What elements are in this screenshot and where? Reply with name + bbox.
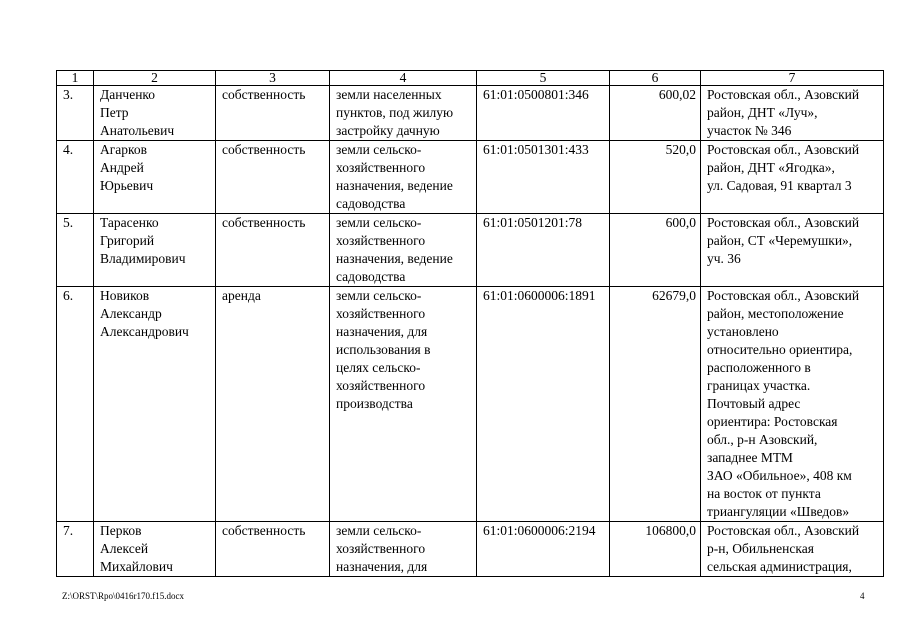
owner-name: Тарасенко Григорий Владимирович (94, 214, 216, 287)
land-category: земли сельско- хозяйственного назначения, ведение садоводства (330, 141, 477, 214)
owner-name: Данченко Петр Анатольевич (94, 86, 216, 141)
row-number: 6. (57, 287, 94, 522)
column-header: 6 (610, 71, 701, 86)
cadastral-number: 61:01:0600006:1891 (477, 287, 610, 522)
address: Ростовская обл., Азовский р-н, Обильненская сельская администрация, (701, 522, 884, 577)
table-row (57, 214, 884, 287)
cadastral-number: 61:01:0600006:2194 (477, 522, 610, 577)
table-header-row (57, 71, 884, 86)
area-value: 600,02 (610, 86, 701, 141)
right-type: собственность (216, 214, 330, 287)
column-header: 3 (216, 71, 330, 86)
cadastral-number: 61:01:0501201:78 (477, 214, 610, 287)
column-header: 4 (330, 71, 477, 86)
area-value: 62679,0 (610, 287, 701, 522)
land-category: земли населенных пунктов, под жилую застройку дачную (330, 86, 477, 141)
right-type: собственность (216, 522, 330, 577)
column-header: 7 (701, 71, 884, 86)
area-value: 600,0 (610, 214, 701, 287)
address: Ростовская обл., Азовский район, СТ «Черемушки», уч. 36 (701, 214, 884, 287)
page-number: 4 (860, 591, 865, 601)
owner-name: Новиков Александр Александрович (94, 287, 216, 522)
column-header: 2 (94, 71, 216, 86)
cadastral-number: 61:01:0500801:346 (477, 86, 610, 141)
right-type: собственность (216, 86, 330, 141)
footer-file-path: Z:\ORST\Rpo\0416r170.f15.docx (62, 591, 184, 601)
address: Ростовская обл., Азовский район, ДНТ «Луч», участок № 346 (701, 86, 884, 141)
right-type: собственность (216, 141, 330, 214)
area-value: 106800,0 (610, 522, 701, 577)
land-category: земли сельско- хозяйственного назначения, для (330, 522, 477, 577)
column-header: 1 (57, 71, 94, 86)
table-row (57, 287, 884, 522)
right-type: аренда (216, 287, 330, 522)
address: Ростовская обл., Азовский район, местоположение установлено относительно ориентира, расположенного в границах участка. Почтовый адрес ориентира: Ростовская обл., р-н Азовский, западнее МТМ ЗАО «Обильное», 408 км на восток от пункта триангуляции «Шведов» (701, 287, 884, 522)
owner-name: Агарков Андрей Юрьевич (94, 141, 216, 214)
land-category: земли сельско- хозяйственного назначения, ведение садоводства (330, 214, 477, 287)
row-number: 5. (57, 214, 94, 287)
area-value: 520,0 (610, 141, 701, 214)
row-number: 4. (57, 141, 94, 214)
row-number: 7. (57, 522, 94, 577)
address: Ростовская обл., Азовский район, ДНТ «Ягодка», ул. Садовая, 91 квартал 3 (701, 141, 884, 214)
table-row (57, 86, 884, 141)
cadastral-number: 61:01:0501301:433 (477, 141, 610, 214)
owner-name: Перков Алексей Михайлович (94, 522, 216, 577)
table-row (57, 141, 884, 214)
land-plots-table (56, 70, 884, 577)
land-category: земли сельско- хозяйственного назначения, для использования в целях сельско- хозяйственного производства (330, 287, 477, 522)
table-row (57, 522, 884, 577)
row-number: 3. (57, 86, 94, 141)
column-header: 5 (477, 71, 610, 86)
